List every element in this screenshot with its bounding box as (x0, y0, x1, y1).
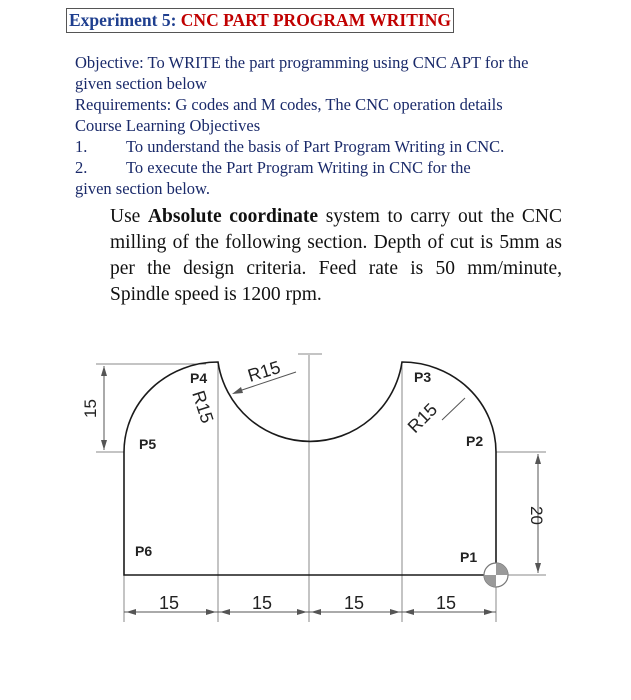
task-prefix: Use (110, 206, 148, 227)
arrow-icon (297, 609, 307, 615)
experiment-label: Experiment 5: (69, 10, 181, 30)
task-rest: system to carry out the CNC milling of the following section. Depth of cut is 5mm as per the design criteria. Feed rate is 50 mm/minute, Spindle speed is 1200 rpm. (110, 206, 563, 305)
dim-label-bottom: 15 (252, 593, 273, 613)
experiment-name: CNC PART PROGRAM WRITING (180, 10, 451, 30)
point-label-p6: P6 (135, 543, 153, 559)
requirements-text: Requirements: G codes and M codes, The CNC operation details (75, 95, 503, 114)
arrow-icon (311, 609, 321, 615)
dim-label-bottom: 15 (436, 593, 457, 613)
radius-label-top: R15 (245, 357, 283, 386)
point-label-p3: P3 (414, 369, 432, 385)
course-objectives-heading: Course Learning Objectives (75, 116, 261, 135)
arrow-icon (484, 609, 494, 615)
arrow-icon (404, 609, 414, 615)
radius-label-left: R15 (188, 388, 218, 426)
dimension-lines (101, 366, 541, 615)
objective-item-text: To execute the Part Program Writing in CNC for the (126, 158, 471, 177)
point-label-p2: P2 (466, 433, 484, 449)
dim-label-bottom: 15 (344, 593, 365, 613)
point-label-p1: P1 (460, 549, 478, 565)
objective-item-number: 2. (75, 158, 88, 177)
arrow-icon (220, 609, 230, 615)
arrow-icon (390, 609, 400, 615)
dim-label-left: 15 (81, 399, 100, 418)
arrow-icon (101, 440, 107, 450)
arrow-icon (232, 387, 243, 394)
objective-item-text: To understand the basis of Part Program Writing in CNC. (126, 137, 505, 156)
construction-lines (96, 354, 546, 622)
objective-item-2-continuation: given section below. (75, 179, 211, 198)
arrow-icon (126, 609, 136, 615)
origin-icon (484, 563, 508, 587)
radius-leader-right (442, 398, 465, 420)
arrow-icon (535, 454, 541, 464)
objective-text: Objective: To WRITE the part programming using CNC APT for the given section below (75, 53, 529, 93)
task-bold-term: Absolute coordinate (147, 206, 319, 227)
radius-label-right: R15 (403, 399, 442, 437)
point-label-p4: P4 (190, 370, 208, 386)
part-profile (124, 362, 496, 575)
arrow-icon (101, 366, 107, 376)
dim-label-bottom: 15 (159, 593, 180, 613)
objective-item-number: 1. (75, 137, 88, 156)
arrow-icon (206, 609, 216, 615)
arrow-icon (535, 563, 541, 573)
point-label-p5: P5 (139, 436, 157, 452)
dim-label-right: 20 (527, 506, 546, 525)
